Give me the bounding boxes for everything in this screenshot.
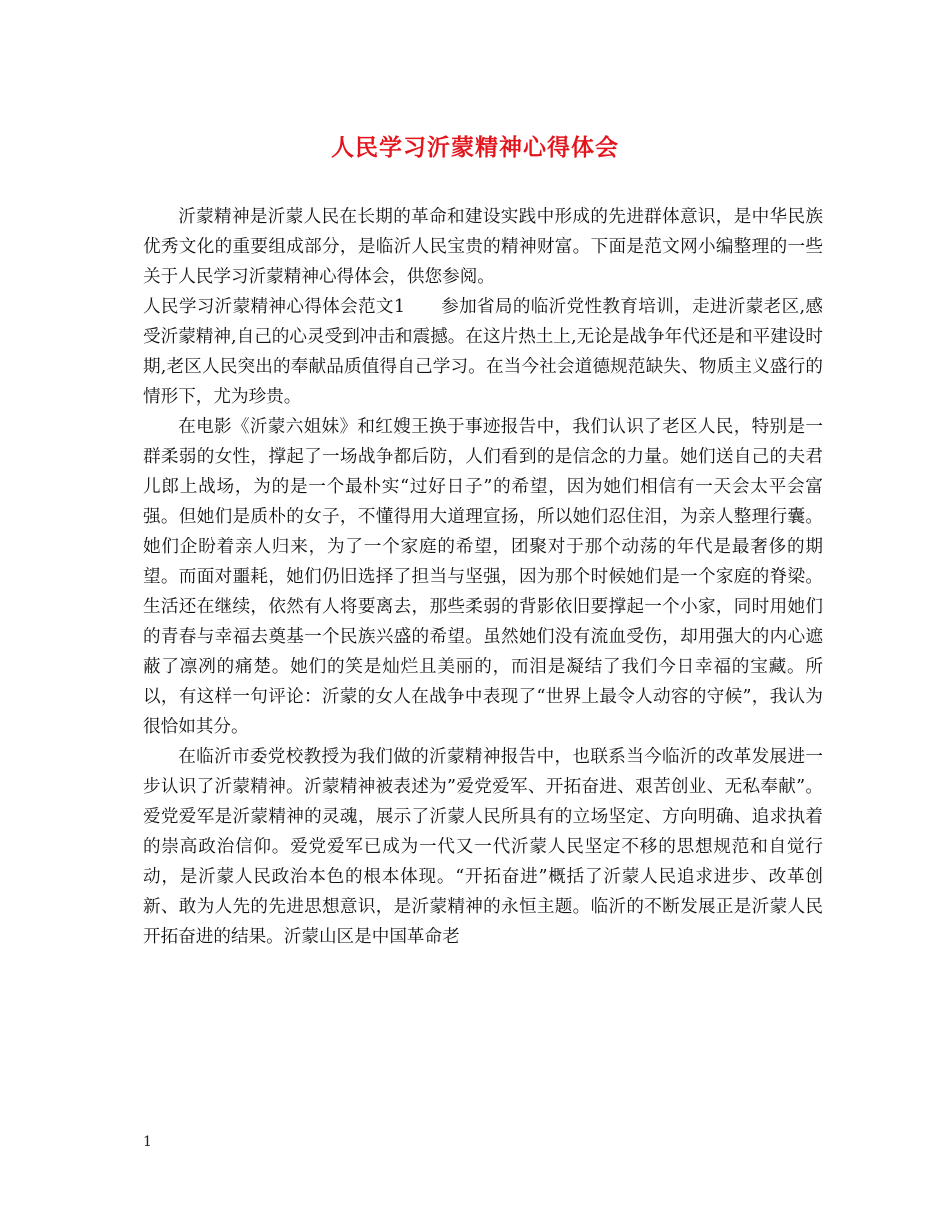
document-title: 人民学习沂蒙精神心得体会 bbox=[331, 134, 619, 161]
paragraph-sample-1: 人民学习沂蒙精神心得体会范文1 参加省局的临沂党性教育培训，走进沂蒙老区,感受沂蒙精神,自己的心灵受到冲击和震撼。在这片热土上,无论是战争年代还是和平建设时期,老区人民突出的奉献品质值得自己学习。在当今社会道德规范缺失、物质主义盛行的情形下，尤为珍贵。 bbox=[143, 297, 823, 407]
paragraph-intro: 沂蒙精神是沂蒙人民在长期的革命和建设实践中形成的先进群体意识，是中华民族优秀文化的重要组成部分，是临沂人民宝贵的精神财富。下面是范文网小编整理的一些关于人民学习沂蒙精神心得体会，供您参阅。 bbox=[143, 207, 823, 287]
document-body bbox=[143, 202, 823, 952]
paragraph-party-school-report: 在临沂市委党校教授为我们做的沂蒙精神报告中，也联系当今临沂的改革发展进一步认识了沂蒙精神。沂蒙精神被表述为”爱党爱军、开拓奋进、艰苦创业、无私奉献”。 爱党爱军是沂蒙精神的灵魂，展示了沂蒙人民所具有的立场坚定、方向明确、追求执着的崇高政治信仰。爱党爱军已成为一代又一代沂蒙人民坚定不移的思想规范和自觉行动，是沂蒙人民政治本色的根本体现。“开拓奋进”概括了沂蒙人民追求进步、改革创新、敢为人先的先进思想意识，是沂蒙精神的永恒主题。临沂的不断发展正是沂蒙人民开拓奋进的结果。沂蒙山区是中国革命老 bbox=[143, 747, 823, 947]
page-number: 1 bbox=[143, 1134, 152, 1150]
paragraph-film-story: 在电影《沂蒙六姐妹》和红嫂王换于事迹报告中，我们认识了老区人民，特别是一群柔弱的女性，撑起了一场战争都后防，人们看到的是信念的力量。她们送自己的夫君儿郎上战场，为的是一个最朴实“过好日子”的希望，因为她们相信有一天会太平会富强。但她们是质朴的女子，不懂得用大道理宣扬，所以她们忍住泪，为亲人整理行囊。她们企盼着亲人归来，为了一个家庭的希望，团聚对于那个动荡的年代是最奢侈的期望。而面对噩耗，她们仍旧选择了担当与坚强，因为那个时候她们是一个家庭的脊梁。生活还在继续，依然有人将要离去，那些柔弱的背影依旧要撑起一个小家，同时用她们的青春与幸福去奠基一个民族兴盛的希望。虽然她们没有流血受伤，却用强大的内心遮蔽了凛冽的痛楚。她们的笑是灿烂且美丽的，而泪是凝结了我们今日幸福的宝藏。所以，有这样一句评论：沂蒙的女人在战争中表现了“世界上最令人动容的守候”，我认为很恰如其分。 bbox=[143, 417, 823, 737]
